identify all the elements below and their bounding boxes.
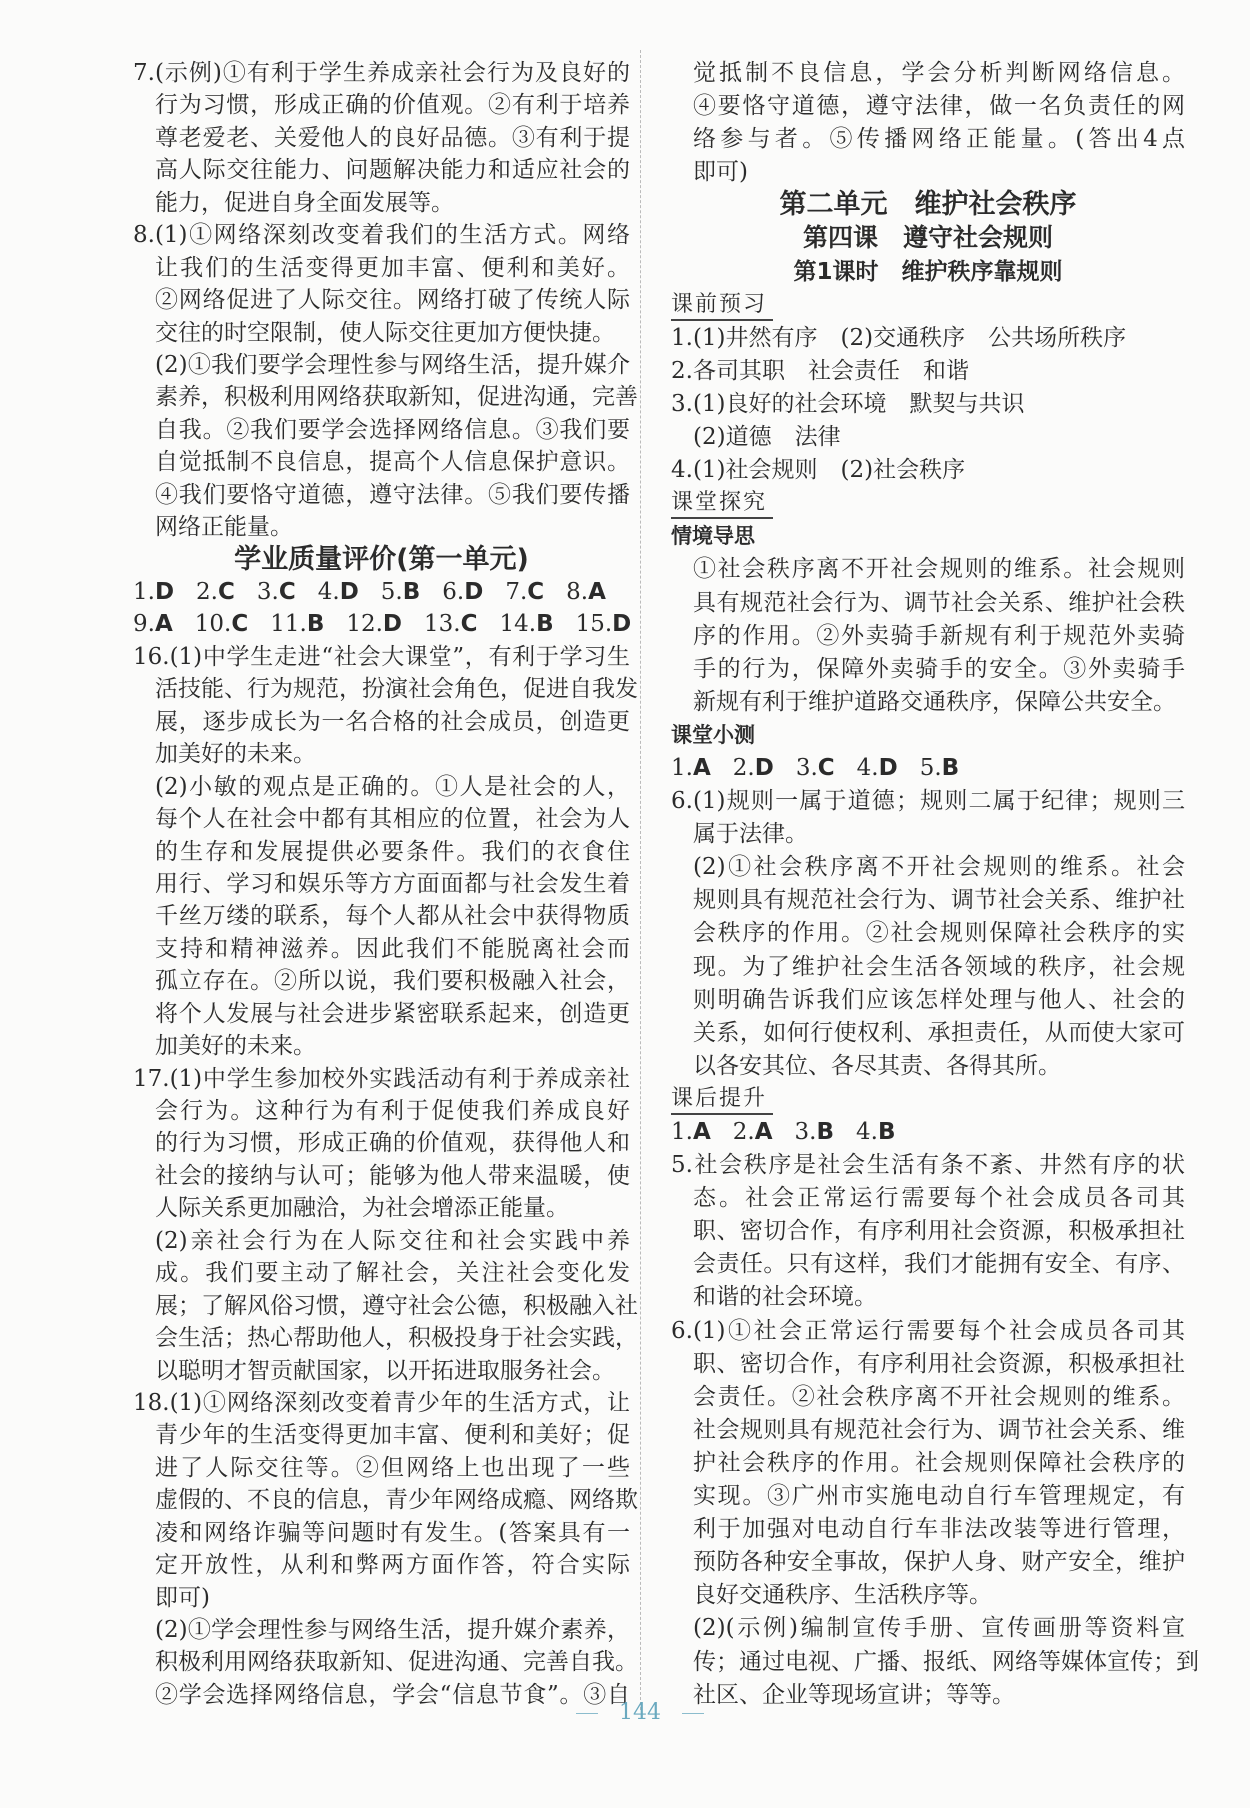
answer-letter: B xyxy=(877,1119,896,1145)
answer-text-line: 自我。②我们要学会选择网络信息。③我们要 xyxy=(155,416,630,443)
answer-text-line: (2)①学会理性参与网络生活，提升媒介素养， xyxy=(155,1617,630,1643)
answer-text-line: 17.(1)中学生参加校外实践活动有利于养成亲社 xyxy=(133,1065,630,1092)
answer-text-line: 手的行为，保障外卖骑手的安全。③外卖骑手 xyxy=(693,655,1185,682)
answer-text-line: 能力，促进自身全面发展等。 xyxy=(155,189,454,216)
choice-answers-row xyxy=(671,752,1185,784)
answer-text-line: 护社会秩序的作用。社会规则保障社会秩序的 xyxy=(693,1449,1185,1476)
section-heading: 学业质量评价(第一单元) xyxy=(234,543,529,575)
answer-text-line: 虚假的、不良的信息，青少年网络成瘾、网络欺 xyxy=(155,1487,638,1514)
section-label-text: 课堂探究 xyxy=(671,489,773,519)
column-divider xyxy=(640,50,641,1710)
answer-text-line: 7.(示例)①有利于学生养成亲社会行为及良好的 xyxy=(133,60,630,86)
answer-text-line: 6.(1)①社会正常运行需要每个社会成员各司其 xyxy=(671,1317,1185,1344)
answer-text-line: 职、密切合作，有序利用社会资源，积极承担社 xyxy=(693,1218,1185,1245)
answer-text-line: ②学会选择网络信息，学会“信息节食”。③自 xyxy=(155,1681,630,1708)
answer-text-line: 络参与者。⑤传播网络正能量。(答出4点 xyxy=(693,126,1185,153)
answer-text-line: 8.(1)①网络深刻改变着我们的生活方式。网络 xyxy=(133,222,630,249)
answer-letter: A xyxy=(154,611,173,638)
answer-text-line: 凌和网络诈骗等问题时有发生。(答案具有一 xyxy=(155,1519,630,1546)
answer-text-line: 传；通过电视、广播、报纸、网络等媒体宣传；到 xyxy=(693,1648,1199,1675)
answer-letter: A xyxy=(692,1119,711,1145)
answer-text-line: 行为习惯，形成正确的价值观。②有利于培养 xyxy=(155,92,630,119)
answer-letter: C xyxy=(817,754,835,781)
answer-text-line: 实现。③广州市实施电动自行车管理规定，有 xyxy=(693,1483,1185,1510)
answer-text-line: (2)道德 法律 xyxy=(693,424,841,451)
answer-text-line: 觉抵制不良信息，学会分析判断网络信息。 xyxy=(693,60,1185,86)
question-number: 12. xyxy=(346,611,383,638)
question-number: 2. xyxy=(196,579,218,605)
answer-text-line: 预防各种安全事故，保护人身、财产安全，维护 xyxy=(693,1549,1185,1576)
question-number: 3. xyxy=(794,1119,817,1145)
section-label xyxy=(671,1083,1185,1115)
answer-text-line: 3.(1)良好的社会环境 默契与共识 xyxy=(671,390,1025,417)
answer-text-line: 规则具有规范社会行为、调节社会关系、维护社 xyxy=(693,887,1185,914)
answer-text-line: 高人际交往能力、问题解决能力和适应社会的 xyxy=(155,157,630,184)
section-label xyxy=(671,487,1185,519)
answer-text-line: 的行为习惯，形成正确的价值观，获得他人和 xyxy=(155,1130,630,1157)
answer-text-line: 青少年的生活变得更加丰富、便利和美好；促 xyxy=(155,1422,630,1449)
answer-text-line: 社区、企业等现场宣讲；等等。 xyxy=(693,1681,1015,1708)
answer-text-line: 交往的时空限制，使人际交往更加方便快捷。 xyxy=(155,319,615,346)
question-number: 5. xyxy=(919,754,942,781)
question-number: 9. xyxy=(133,611,155,638)
answer-text-line: 人际关系更加融洽，为社会增添正能量。 xyxy=(155,1195,569,1222)
answer-letter: D xyxy=(339,579,359,605)
answer-text-line: 网络正能量。 xyxy=(155,514,293,541)
answer-text-line: 2.各司其职 社会责任 和谐 xyxy=(671,357,969,384)
question-number: 11. xyxy=(270,611,307,638)
answer-text-line: 则明确告诉我们应该怎样处理与他人、社会的 xyxy=(693,986,1185,1013)
answer-text-line: 现。为了维护社会生活各领域的秩序，社会规 xyxy=(693,953,1185,980)
answer-letter: B xyxy=(941,754,960,781)
answer-text-line: 展；了解风俗习惯，遵守社会公德，积极融入社 xyxy=(155,1292,638,1319)
answer-letter: C xyxy=(231,611,249,638)
answer-letter: B xyxy=(402,579,421,605)
subsection-label: 情境导思 xyxy=(671,524,755,549)
answer-text-line: (2)(示例)编制宣传手册、宣传画册等资料宣 xyxy=(693,1615,1185,1642)
answer-letter: B xyxy=(306,611,325,638)
answer-text-line: 态。社会正常运行需要每个社会成员各司其 xyxy=(693,1185,1185,1212)
answer-text-line: 良好交通秩序、生活秩序等。 xyxy=(693,1582,992,1609)
answer-letter: A xyxy=(692,754,711,781)
answer-text-line: ④要恪守道德，遵守法律，做一名负责任的网 xyxy=(693,93,1185,120)
answer-text-line: 6.(1)规则一属于道德；规则二属于纪律；规则三 xyxy=(671,788,1185,815)
section-heading: 第四课 遵守社会规则 xyxy=(802,223,1053,253)
answer-text-line: 成。我们要主动了解社会，关注社会变化发 xyxy=(155,1260,630,1287)
answer-letter: D xyxy=(464,579,484,605)
answer-letter: C xyxy=(218,579,235,605)
footer-dash-left xyxy=(576,1713,598,1714)
answer-text-line: (2)小敏的观点是正确的。①人是社会的人， xyxy=(155,773,630,800)
answer-text-line: 支持和精神滋养。因此我们不能脱离社会而 xyxy=(155,935,630,962)
section-label-text: 课前预习 xyxy=(671,291,773,321)
answer-text-line: (2)亲社会行为在人际交往和社会实践中养 xyxy=(155,1227,630,1254)
answer-text-line: (2)①社会秩序离不开社会规则的维系。社会 xyxy=(693,854,1185,881)
answer-text-line: 定开放性，从利和弊两方面作答，符合实际 xyxy=(155,1552,630,1579)
answer-letter: D xyxy=(612,611,632,638)
question-number: 1. xyxy=(133,579,155,605)
question-number: 3. xyxy=(795,754,818,781)
section-label-text: 课后提升 xyxy=(671,1085,773,1115)
answer-text-line: ④我们要恪守道德，遵守法律。⑤我们要传播 xyxy=(155,481,630,508)
choice-answers-row xyxy=(133,576,630,608)
question-number: 10. xyxy=(194,611,232,638)
question-number: 7. xyxy=(505,579,528,605)
answer-text-line: 孤立存在。②所以说，我们要积极融入社会， xyxy=(155,968,630,995)
answer-text-line: 1.(1)井然有序 (2)交通秩序 公共场所秩序 xyxy=(671,324,1127,351)
answer-text-line: 会秩序的作用。②社会规则保障社会秩序的实 xyxy=(693,920,1185,947)
answer-text-line: 让我们的生活变得更加丰富、便利和美好。 xyxy=(155,254,630,281)
answer-text-line: 新规有利于维护道路交通秩序，保障公共安全。 xyxy=(693,688,1176,715)
answer-text-line: 会责任。②社会秩序离不开社会规则的维系。 xyxy=(693,1383,1185,1410)
answer-text-line: 即可) xyxy=(693,159,748,186)
answer-letter: B xyxy=(536,611,554,638)
answer-text-line: 社会的接纳与认可；能够为他人带来温暖，使 xyxy=(155,1162,630,1189)
answer-text-line: 即可) xyxy=(155,1584,210,1611)
answer-text-line: 会生活；热心帮助他人，积极投身于社会实践， xyxy=(155,1325,638,1352)
page-footer xyxy=(0,1700,1250,1725)
answer-letter: D xyxy=(154,579,175,605)
answer-text-line: 18.(1)①网络深刻改变着青少年的生活方式，让 xyxy=(133,1389,630,1416)
answer-letter: C xyxy=(460,611,478,638)
footer-dash-right xyxy=(682,1713,704,1714)
answer-text-line: 以聪明才智贡献国家，以开拓进取服务社会。 xyxy=(155,1357,615,1384)
answer-text-line: (2)①我们要学会理性参与网络生活，提升媒介 xyxy=(155,351,630,378)
answer-text-line: 进了人际交往等。②但网络上也出现了一些 xyxy=(155,1454,630,1481)
answer-letter: B xyxy=(816,1119,835,1145)
answer-text-line: 会责任。只有这样，我们才能拥有安全、有序、 xyxy=(693,1251,1185,1278)
answer-text-line: 和谐的社会环境。 xyxy=(693,1284,877,1311)
answer-letter: A xyxy=(588,579,606,605)
section-heading: 第1课时 维护秩序靠规则 xyxy=(793,258,1063,285)
answer-text-line: ②网络促进了人际交往。网络打破了传统人际 xyxy=(155,287,630,314)
question-number: 4. xyxy=(856,754,879,781)
choice-answers-row xyxy=(133,608,630,640)
question-number: 15. xyxy=(575,611,613,638)
answer-text-line: 4.(1)社会规则 (2)社会秩序 xyxy=(671,457,966,484)
answer-text-line: 积极利用网络获取新知、促进沟通、完善自我。 xyxy=(155,1649,638,1676)
answer-letter: D xyxy=(754,754,774,781)
answer-text-line: 5.社会秩序是社会生活有条不紊、井然有序的状 xyxy=(671,1152,1185,1179)
answer-text-line: 将个人发展与社会进步紧密联系起来，创造更 xyxy=(155,1000,630,1027)
answer-text-line: 尊老爱老、关爱他人的良好品德。③有利于提 xyxy=(155,124,630,151)
question-number: 2. xyxy=(732,754,755,781)
section-label xyxy=(671,289,1185,321)
subsection-label: 课堂小测 xyxy=(671,722,755,747)
answer-text-line: 自觉抵制不良信息，提高个人信息保护意识。 xyxy=(155,449,630,476)
answer-letter: D xyxy=(382,611,403,638)
question-number: 13. xyxy=(424,611,461,638)
answer-letter: C xyxy=(527,579,545,605)
answer-text-line: 属于法律。 xyxy=(693,821,808,848)
question-number: 2. xyxy=(732,1119,755,1145)
answer-text-line: 利于加强对电动自行车非法改装等进行管理， xyxy=(693,1516,1185,1543)
question-number: 6. xyxy=(442,579,465,605)
question-number: 3. xyxy=(256,579,279,605)
answer-text-line: 加美好的未来。 xyxy=(155,741,316,768)
answer-text-line: 具有规范社会行为、调节社会关系、维护社会秩 xyxy=(693,589,1185,616)
question-number: 8. xyxy=(566,579,589,605)
question-number: 14. xyxy=(499,611,537,638)
answer-text-line: 加美好的未来。 xyxy=(155,1033,316,1060)
right-column xyxy=(671,57,1199,1711)
answer-text-line: 千丝万缕的联系，每个人都从社会中获得物质 xyxy=(155,903,630,930)
answer-letter: A xyxy=(754,1119,773,1145)
question-number: 1. xyxy=(671,1119,693,1145)
left-column xyxy=(133,57,638,1711)
answer-letter: C xyxy=(278,579,296,605)
answer-text-line: 以各安其位、各尽其责、各得其所。 xyxy=(693,1052,1061,1079)
answer-letter: D xyxy=(878,754,898,781)
answer-text-line: 16.(1)中学生走进“社会大课堂”，有利于学习生 xyxy=(133,643,630,670)
answer-text-line: 素养，积极利用网络获取新知，促进沟通，完善 xyxy=(155,384,638,411)
answer-text-line: 职、密切合作，有序利用社会资源，积极承担社 xyxy=(693,1350,1185,1377)
question-number: 5. xyxy=(380,579,403,605)
answer-text-line: 展，逐步成长为一名合格的社会成员，创造更 xyxy=(155,708,630,735)
answer-text-line: 会行为。这种行为有利于促使我们养成良好 xyxy=(155,1098,630,1124)
question-number: 4. xyxy=(317,579,340,605)
answer-text-line: 活技能、行为规范，扮演社会角色，促进自我发 xyxy=(155,676,638,703)
answer-text-line: 用行、学习和娱乐等方方面面都与社会发生着 xyxy=(155,870,630,897)
choice-answers-row xyxy=(671,1116,1185,1148)
page-number: 144 xyxy=(619,1700,661,1725)
section-heading: 第二单元 维护社会秩序 xyxy=(779,189,1077,221)
question-number: 1. xyxy=(671,754,693,781)
answer-text-line: 每个人在社会中都有其相应的位置，社会为人 xyxy=(155,806,630,833)
question-number: 4. xyxy=(856,1119,878,1145)
answer-text-line: 的生存和发展提供必要条件。我们的衣食住 xyxy=(155,838,630,865)
answer-text-line: 序的作用。②外卖骑手新规有利于规范外卖骑 xyxy=(693,622,1185,649)
answer-text-line: ①社会秩序离不开社会规则的维系。社会规则 xyxy=(693,556,1185,583)
answer-text-line: 关系，如何行使权利、承担责任，从而使大家可 xyxy=(693,1019,1185,1046)
answer-text-line: 社会规则具有规范社会行为、调节社会关系、维 xyxy=(693,1416,1185,1443)
